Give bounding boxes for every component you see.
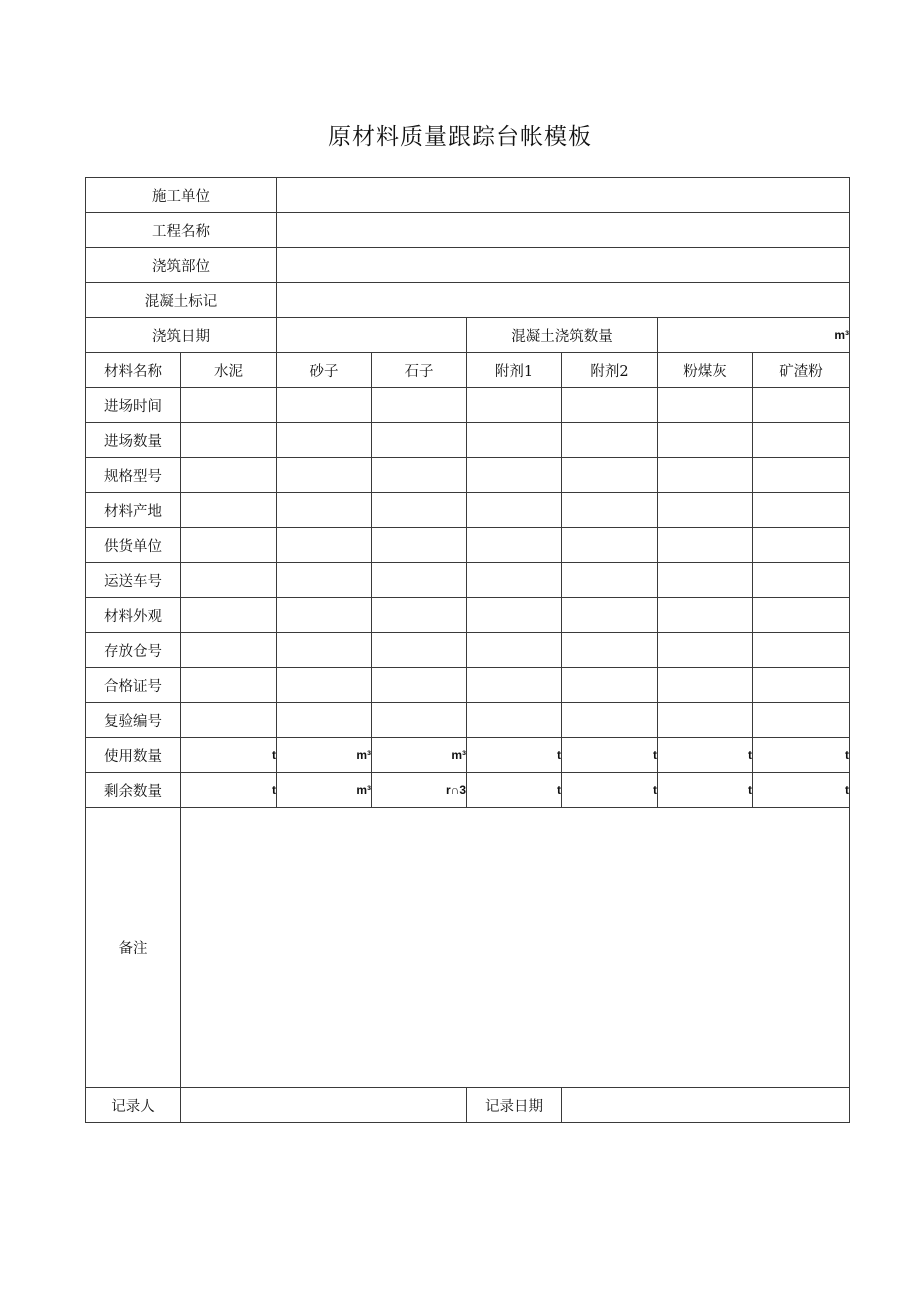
supplier-row [86, 528, 850, 563]
input-cell[interactable] [658, 633, 753, 668]
input-cell[interactable] [181, 598, 277, 633]
certificate-row [86, 668, 850, 703]
input-cell[interactable] [562, 668, 658, 703]
input-cell[interactable] [658, 598, 753, 633]
row-label: 进场数量 [86, 423, 181, 458]
row-label: 规格型号 [86, 458, 181, 493]
usage-unit-cell[interactable]: m³ [277, 738, 372, 773]
input-cell[interactable] [372, 668, 467, 703]
input-cell[interactable] [658, 703, 753, 738]
usage-unit-cell[interactable]: m³ [372, 738, 467, 773]
material-name-label: 材料名称 [86, 353, 181, 388]
remaining-quantity-label: 剩余数量 [86, 773, 181, 808]
input-cell[interactable] [372, 703, 467, 738]
usage-quantity-label: 使用数量 [86, 738, 181, 773]
specification-row [86, 458, 850, 493]
material-column-header: 砂子 [277, 353, 372, 388]
concrete-mark-label: 混凝土标记 [86, 283, 277, 318]
input-cell[interactable] [753, 633, 850, 668]
material-column-header: 石子 [372, 353, 467, 388]
retest-number-row [86, 703, 850, 738]
pour-location-row [86, 248, 850, 283]
pour-date-field[interactable] [277, 318, 467, 353]
footer-row [86, 1088, 850, 1123]
input-cell[interactable] [753, 668, 850, 703]
input-cell[interactable] [277, 633, 372, 668]
row-label: 供货单位 [86, 528, 181, 563]
usage-unit-cell[interactable]: t [467, 738, 562, 773]
remarks-row [86, 808, 850, 1088]
input-cell[interactable] [467, 493, 562, 528]
record-date-label: 记录日期 [467, 1088, 562, 1123]
appearance-row [86, 598, 850, 633]
input-cell[interactable] [181, 528, 277, 563]
usage-unit-cell[interactable]: t [753, 738, 850, 773]
input-cell[interactable] [372, 633, 467, 668]
input-cell[interactable] [658, 388, 753, 423]
record-date-field[interactable] [562, 1088, 850, 1123]
page-title: 原材料质量跟踪台帐模板 [328, 124, 592, 150]
project-name-row [86, 213, 850, 248]
concrete-volume-field[interactable]: m³ [658, 318, 850, 353]
input-cell[interactable] [181, 493, 277, 528]
construction-unit-field[interactable] [277, 178, 850, 213]
project-name-label: 工程名称 [86, 213, 277, 248]
material-column-header: 矿渣粉 [753, 353, 850, 388]
input-cell[interactable] [562, 703, 658, 738]
row-label: 材料外观 [86, 598, 181, 633]
input-cell[interactable] [467, 598, 562, 633]
input-cell[interactable] [562, 598, 658, 633]
input-cell[interactable] [753, 493, 850, 528]
input-cell[interactable] [372, 598, 467, 633]
input-cell[interactable] [181, 633, 277, 668]
input-cell[interactable] [372, 423, 467, 458]
input-cell[interactable] [467, 388, 562, 423]
remaining-quantity-row [86, 773, 850, 808]
input-cell[interactable] [467, 528, 562, 563]
input-cell[interactable] [753, 423, 850, 458]
input-cell[interactable] [277, 493, 372, 528]
pour-date-label: 浇筑日期 [86, 318, 277, 353]
remaining-unit-cell[interactable]: t [181, 773, 277, 808]
row-label: 复验编号 [86, 703, 181, 738]
input-cell[interactable] [181, 423, 277, 458]
remarks-field[interactable] [181, 808, 850, 1088]
input-cell[interactable] [467, 703, 562, 738]
concrete-volume-label: 混凝土浇筑数量 [467, 318, 658, 353]
remaining-unit-cell[interactable]: t [467, 773, 562, 808]
remaining-unit-cell[interactable]: t [753, 773, 850, 808]
input-cell[interactable] [181, 458, 277, 493]
input-cell[interactable] [658, 563, 753, 598]
input-cell[interactable] [658, 458, 753, 493]
concrete-mark-row [86, 283, 850, 318]
input-cell[interactable] [372, 388, 467, 423]
input-cell[interactable] [181, 703, 277, 738]
input-cell[interactable] [467, 668, 562, 703]
input-cell[interactable] [753, 458, 850, 493]
vehicle-number-row [86, 563, 850, 598]
remarks-label: 备注 [86, 808, 181, 1088]
row-label: 运送车号 [86, 563, 181, 598]
material-name-row [86, 353, 850, 388]
input-cell[interactable] [658, 493, 753, 528]
input-cell[interactable] [467, 633, 562, 668]
input-cell[interactable] [658, 528, 753, 563]
entry-time-row [86, 388, 850, 423]
material-column-header: 水泥 [181, 353, 277, 388]
input-cell[interactable] [372, 563, 467, 598]
input-cell[interactable] [372, 493, 467, 528]
row-label: 进场时间 [86, 388, 181, 423]
remaining-unit-cell[interactable]: t [562, 773, 658, 808]
input-cell[interactable] [277, 458, 372, 493]
input-cell[interactable] [277, 598, 372, 633]
input-cell[interactable] [467, 423, 562, 458]
input-cell[interactable] [467, 563, 562, 598]
recorder-label: 记录人 [86, 1088, 181, 1123]
input-cell[interactable] [753, 563, 850, 598]
construction-unit-row [86, 178, 850, 213]
input-cell[interactable] [467, 458, 562, 493]
input-cell[interactable] [562, 528, 658, 563]
input-cell[interactable] [372, 458, 467, 493]
input-cell[interactable] [277, 668, 372, 703]
input-cell[interactable] [181, 388, 277, 423]
project-name-field[interactable] [277, 213, 850, 248]
input-cell[interactable] [562, 423, 658, 458]
row-label: 存放仓号 [86, 633, 181, 668]
input-cell[interactable] [181, 563, 277, 598]
usage-quantity-row [86, 738, 850, 773]
input-cell[interactable] [277, 528, 372, 563]
entry-quantity-row [86, 423, 850, 458]
input-cell[interactable] [181, 668, 277, 703]
input-cell[interactable] [277, 388, 372, 423]
input-cell[interactable] [277, 563, 372, 598]
input-cell[interactable] [658, 668, 753, 703]
input-cell[interactable] [753, 703, 850, 738]
pour-location-label: 浇筑部位 [86, 248, 277, 283]
origin-row [86, 493, 850, 528]
input-cell[interactable] [753, 388, 850, 423]
input-cell[interactable] [277, 703, 372, 738]
input-cell[interactable] [753, 598, 850, 633]
remaining-unit-cell[interactable]: m³ [277, 773, 372, 808]
input-cell[interactable] [562, 458, 658, 493]
recorder-field[interactable] [181, 1088, 467, 1123]
usage-unit-cell[interactable]: t [181, 738, 277, 773]
input-cell[interactable] [562, 563, 658, 598]
pour-location-field[interactable] [277, 248, 850, 283]
storage-bin-row [86, 633, 850, 668]
material-column-header: 附剂1 [467, 353, 562, 388]
input-cell[interactable] [753, 528, 850, 563]
material-ledger-table [85, 177, 850, 1123]
remaining-unit-cell[interactable]: r∩3 [372, 773, 467, 808]
row-label: 材料产地 [86, 493, 181, 528]
input-cell[interactable] [562, 633, 658, 668]
usage-unit-cell[interactable]: t [658, 738, 753, 773]
pour-date-row [86, 318, 850, 353]
input-cell[interactable] [372, 528, 467, 563]
usage-unit-cell[interactable]: t [562, 738, 658, 773]
row-label: 合格证号 [86, 668, 181, 703]
input-cell[interactable] [277, 423, 372, 458]
input-cell[interactable] [562, 388, 658, 423]
construction-unit-label: 施工单位 [86, 178, 277, 213]
remaining-unit-cell[interactable]: t [658, 773, 753, 808]
material-column-header: 附剂2 [562, 353, 658, 388]
concrete-mark-field[interactable] [277, 283, 850, 318]
material-column-header: 粉煤灰 [658, 353, 753, 388]
input-cell[interactable] [658, 423, 753, 458]
input-cell[interactable] [562, 493, 658, 528]
